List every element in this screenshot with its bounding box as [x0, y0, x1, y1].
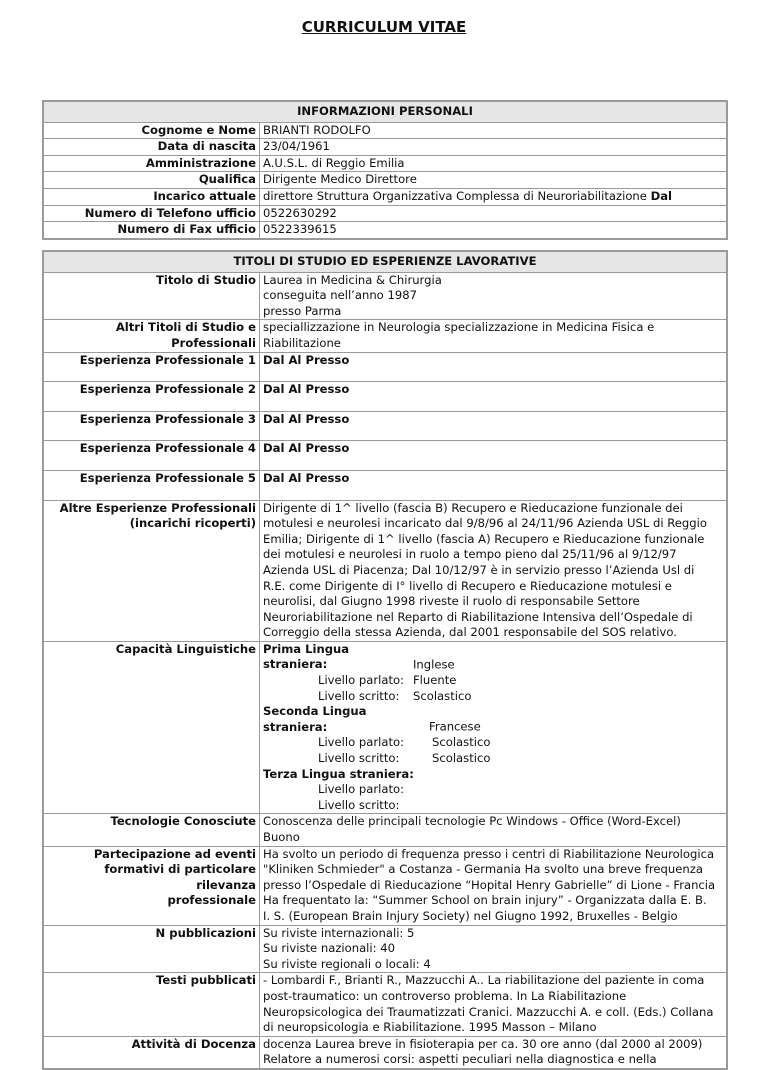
table-row — [43, 500, 727, 641]
lang-label: Livello parlato: — [318, 782, 404, 797]
field-value: Dirigente Medico Direttore — [260, 172, 728, 189]
field-label: Altri Titoli di Studio e Professionali — [43, 320, 260, 352]
lang-level: Scolastico — [413, 688, 472, 703]
field-value: A.U.S.L. di Reggio Emilia — [260, 155, 728, 172]
table-row — [43, 188, 727, 205]
lang-label: Livello parlato: — [318, 735, 404, 750]
table-row — [43, 470, 727, 500]
section-header: INFORMAZIONI PERSONALI — [43, 101, 727, 122]
field-label: Amministrazione — [43, 155, 260, 172]
field-value: BRIANTI RODOLFO — [260, 122, 728, 139]
field-label: Testi pubblicati — [43, 973, 260, 1036]
field-label: Incarico attuale — [43, 188, 260, 205]
field-label: Data di nascita — [43, 139, 260, 156]
field-value: - Lombardi F., Brianti R., Mazzucchi A.. La riabilitazione del paziente in coma post-traumatico: un controverso problema. In La Riabilitazione Neuropsicologica dei Traumatizzati Cranici. Mazzucchi A. e coll. (Eds.) Collana di neuropsicologia e Riabilitazione. 1995 Masson – Milano — [260, 973, 728, 1036]
field-value: 0522339615 — [260, 222, 728, 239]
table-row — [43, 155, 727, 172]
table-row — [43, 973, 727, 1036]
field-value: speciallizzazione in Neurologia specializzazione in Medicina Fisica e Riabilitazione — [260, 320, 728, 352]
field-value: docenza Laurea breve in fisioterapia per ca. 30 ore anno (dal 2000 al 2009) Relatore a numerosi corsi: aspetti peculiari nella diagnostica e nella — [260, 1036, 728, 1069]
table-row — [43, 222, 727, 239]
table-row — [43, 139, 727, 156]
table-row — [43, 122, 727, 139]
field-label: Esperienza Professionale 2 — [43, 382, 260, 412]
table-row — [43, 352, 727, 382]
lang-name: Inglese — [413, 657, 455, 672]
table-row — [43, 272, 727, 320]
field-label: Titolo di Studio — [43, 272, 260, 320]
lang-level: Scolastico — [432, 751, 491, 766]
field-label: Attività di Docenza — [43, 1036, 260, 1069]
lang-level: Fluente — [413, 673, 457, 688]
field-label: Esperienza Professionale 5 — [43, 470, 260, 500]
lang-name: Francese — [429, 719, 481, 734]
field-value: Ha svolto un periodo di frequenza presso i centri di Riabilitazione Neurologica "Kliniken Schmieder" a Costanza - Germania Ha svolto una breve frequenza presso l’Ospedale di Rieducazione “Hopital Henry Gabrielle” di Lione - Francia Ha frequentato la: “Summer School on brain injury” - Organizzata dalla E. B. I. S. (European Brain Injury Society) nel Giugno 1992, Bruxelles - Belgio — [260, 846, 728, 925]
lang-title: Prima Lingua straniera: — [263, 641, 350, 672]
table-row — [43, 814, 727, 846]
table-row — [43, 382, 727, 412]
lang-label: Livello scritto: — [318, 751, 400, 766]
field-label: Numero di Telefono ufficio — [43, 205, 260, 222]
field-value: Dal Al Presso — [260, 470, 728, 500]
section-header: TITOLI DI STUDIO ED ESPERIENZE LAVORATIVE — [43, 251, 727, 272]
studies-table — [42, 250, 728, 1070]
field-label: Partecipazione ad eventi formativi di particolare rilevanza professionale — [43, 846, 260, 925]
field-value: Dirigente di 1^ livello (fascia B) Recupero e Rieducazione funzionale dei motulesi e neurolesi incaricato dal 9/8/96 al 24/11/96 Azienda USL di Reggio Emilia; Dirigente di 1^ livello (fascia A) Recupero e Rieducazione funzionale dei motulesi e neurolesi in ruolo a tempo pieno dal 25/11/96 al 9/12/97 Azienda USL di Piacenza; Dal 10/12/97 è in servizio presso l’Azienda Usl di R.E. come Dirigente di I° livello di Recupero e Rieducazione motulesi e neurolisi, dal Giugno 1998 riveste il ruolo di responsabile Settore Neuroriabilitazione nel Reparto di Riabilitazione Intensiva dell’Ospedale di Correggio della stessa Azienda, dal 2001 responsabile del SOS relativo. — [260, 500, 728, 641]
table-row — [43, 1036, 727, 1069]
field-value: Dal Al Presso — [260, 352, 728, 382]
incarico-dal: Dal — [650, 188, 673, 203]
document-title: CURRICULUM VITAE — [301, 18, 467, 36]
table-row — [43, 846, 727, 925]
field-value — [260, 188, 728, 205]
field-label: Qualifica — [43, 172, 260, 189]
field-label: Esperienza Professionale 3 — [43, 411, 260, 441]
field-label: N pubblicazioni — [43, 925, 260, 973]
field-label: Cognome e Nome — [43, 122, 260, 139]
field-label: Tecnologie Conosciute — [43, 814, 260, 846]
lang-label: Livello scritto: — [318, 688, 400, 703]
lang-label: Livello parlato: — [318, 673, 404, 688]
table-row — [43, 925, 727, 973]
table-row — [43, 320, 727, 352]
field-value: Dal Al Presso — [260, 382, 728, 412]
table-row — [43, 205, 727, 222]
lang-title: Terza Lingua straniera: — [263, 766, 414, 781]
field-label: Numero di Fax ufficio — [43, 222, 260, 239]
lang-title: Seconda Lingua straniera: — [263, 704, 367, 734]
field-value: 23/04/1961 — [260, 139, 728, 156]
incarico-text: direttore Struttura Organizzativa Complessa di Neuroriabilitazione — [263, 188, 651, 203]
field-value: 0522630292 — [260, 205, 728, 222]
lang-level: Scolastico — [432, 735, 491, 750]
field-value: Dal Al Presso — [260, 411, 728, 441]
field-label: Capacità Linguistiche — [43, 641, 260, 814]
field-value: Conoscenza delle principali tecnologie Pc Windows - Office (Word-Excel) Buono — [260, 814, 728, 846]
table-row — [43, 641, 727, 814]
field-label: Esperienza Professionale 1 — [43, 352, 260, 382]
table-row — [43, 411, 727, 441]
field-value: Laurea in Medicina & Chirurgia conseguita nell’anno 1987 presso Parma — [260, 272, 728, 320]
languages-value — [260, 641, 728, 814]
personal-info-table — [42, 100, 728, 240]
field-value: Dal Al Presso — [260, 441, 728, 471]
field-value: Su riviste internazionali: 5 Su riviste nazionali: 40 Su riviste regionali o locali: 4 — [260, 925, 728, 973]
table-row — [43, 172, 727, 189]
field-label: Esperienza Professionale 4 — [43, 441, 260, 471]
lang-label: Livello scritto: — [318, 797, 400, 812]
field-label: Altre Esperienze Professionali (incarichi ricoperti) — [43, 500, 260, 641]
table-row — [43, 441, 727, 471]
